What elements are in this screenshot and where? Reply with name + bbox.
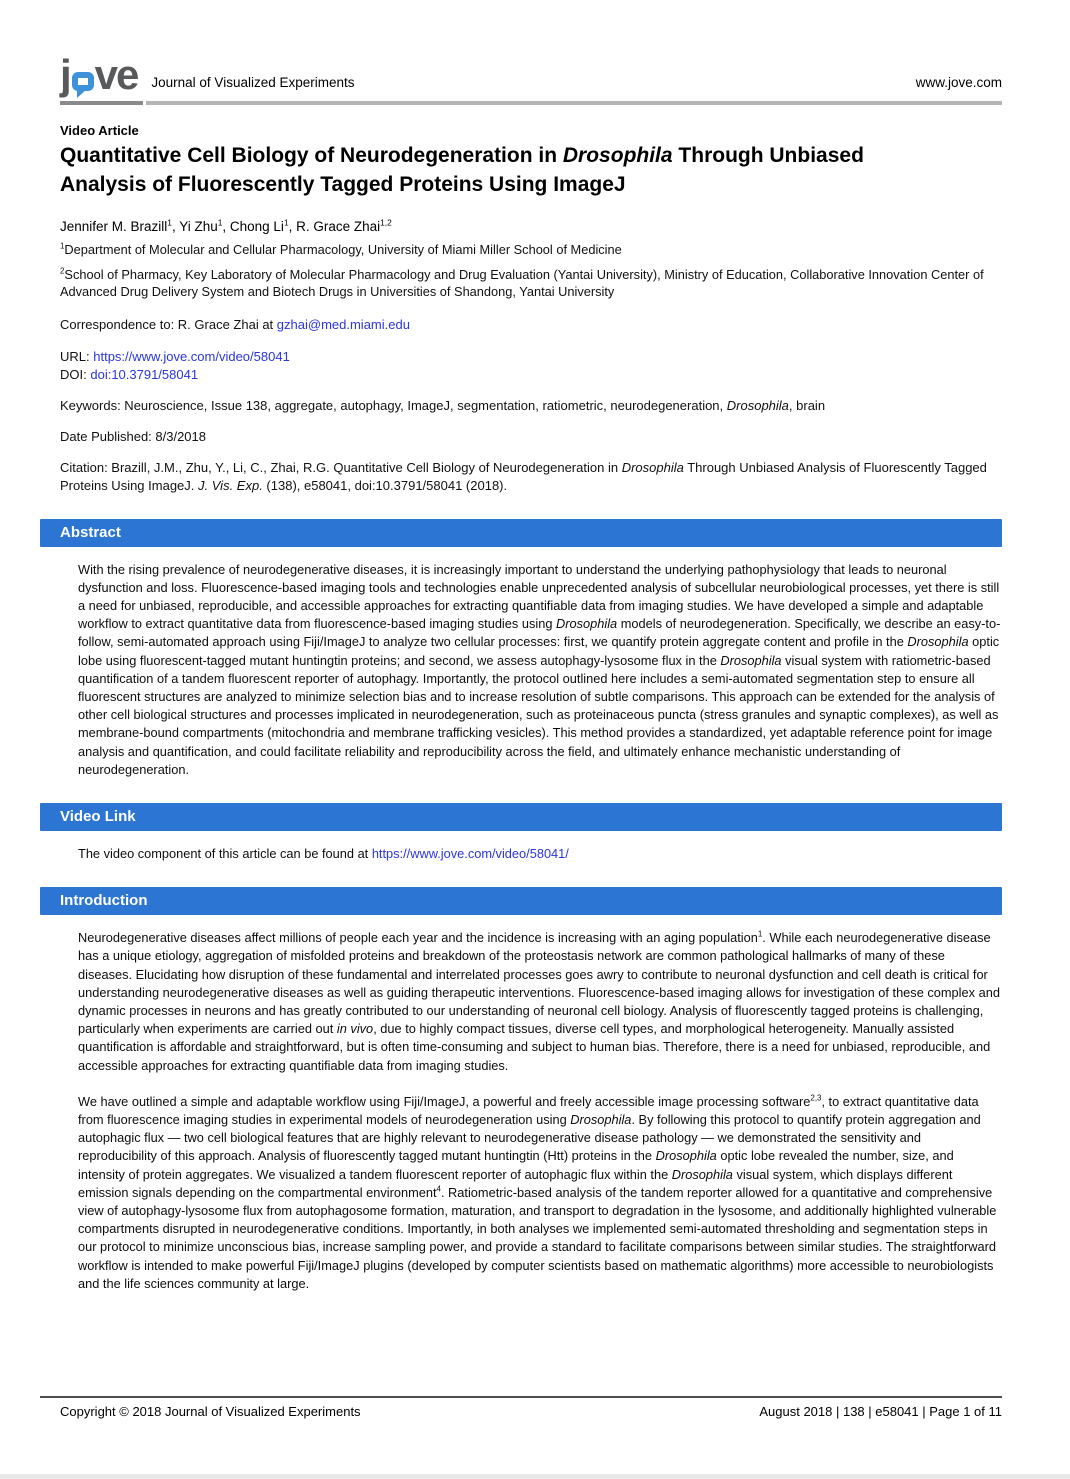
page-footer <box>40 1396 1002 1419</box>
page-header <box>60 51 1002 98</box>
logo-letters-ve: ve <box>94 51 138 98</box>
author-list: Jennifer M. Brazill$^1$, Yi Zhu$^1$, Chong Li$^1$, R. Grace Zhai$^{1,2}$ <box>60 217 392 234</box>
video-link-paragraph <box>78 845 1002 863</box>
footer-row <box>40 1404 1002 1419</box>
journal-website: www.jove.com <box>915 75 1002 90</box>
introduction-paragraph-2: We have outlined a simple and adaptable workflow using Fiji/ImageJ, a powerful and freely accessible image processing software$^{2,3}$, to extract quantitative data from fluorescence imaging studies in experimental models of neurodegeneration using Drosophila. By following this protocol to quantify protein aggregation and autophagic flux — two cell biological features that are highly relevant to neurodegenerative disease pathology — we demonstrated the sensitivity and reproducibility of this approach. Analysis of fluorescently tagged mutant huntingtin (Htt) proteins in the Drosophila optic lobe revealed the number, size, and intensity of protein aggregates. We visualized a tandem fluorescent reporter of autophagic flux within the Drosophila visual system, which displays different emission signals depending on the compartmental environment$^4$. Ratiometric-based analysis of the tandem reporter allowed for a quantitative and comprehensive view of autophagy-lysosome flux from autophagosome formation, maturation, and transport to degradation in the lysosome, and additionally highlighted vulnerable compartments disrupted in neurodegenerative conditions. Importantly, in both analyses we implemented semi-automated thresholding and segmentation steps in our protocol to minimize unconscious bias, increase sampling power, and provide a standard to facilitate comparisons between similar studies. The straightforward workflow is intended to make powerful Fiji/ImageJ plugins (developed by computer scientists based on mathematic algorithms) more accessible to neurobiologists and the life sciences community at large. <box>78 1093 997 1291</box>
video-link-section-header: Video Link <box>40 803 1002 831</box>
logo-letter-j: j <box>60 51 70 98</box>
affiliation-1: $^1$Department of Molecular and Cellular Pharmacology, University of Miami Miller School of Medicine <box>60 241 622 257</box>
article-url-link[interactable]: https://www.jove.com/video/58041 <box>93 348 290 364</box>
footer-copyright: Copyright © 2018 Journal of Visualized Experiments <box>60 1404 361 1419</box>
doi-line <box>60 366 1002 384</box>
introduction-section-header: Introduction <box>40 887 1002 915</box>
article-type-label: Video Article <box>60 123 139 138</box>
header-divider-dark-segment <box>60 101 146 105</box>
doi-label: DOI: <box>60 366 87 382</box>
jove-speech-bubble-icon <box>72 72 94 91</box>
article-meta <box>60 123 1002 495</box>
url-line <box>60 348 1002 366</box>
introduction-section <box>0 887 1070 1293</box>
video-component-link[interactable]: https://www.jove.com/video/58041/ <box>371 845 569 861</box>
video-link-section <box>0 803 1070 863</box>
article-page <box>0 51 1070 1479</box>
header-divider <box>60 101 1002 105</box>
video-link-lead-text: The video component of this article can be found at <box>78 845 369 861</box>
jove-logo <box>60 51 138 98</box>
article-title: Quantitative Cell Biology of Neurodegeneration in Drosophila Through Unbiased Analysis of Fluorescently Tagged Proteins Using ImageJ <box>60 144 864 196</box>
article-links <box>60 348 1002 384</box>
date-published-line: Date Published: 8/3/2018 <box>60 428 206 444</box>
introduction-body <box>78 929 1002 1293</box>
keywords-line: Keywords: Neuroscience, Issue 138, aggregate, autophagy, ImageJ, segmentation, ratiometric, neurodegeneration, Drosophila, brain <box>60 397 826 413</box>
article-doi-link[interactable]: doi:10.3791/58041 <box>90 366 199 382</box>
url-label: URL: <box>60 348 90 364</box>
introduction-paragraph-1: Neurodegenerative diseases affect millions of people each year and the incidence is increasing with an aging population$^1$. While each neurodegenerative disease has a unique etiology, aggregation of misfolded proteins and breakdown of the proteostasis network are common pathological hallmarks of many of these diseases. Elucidating how disruption of these fundamental and interrelated processes goes awry to contribute to neuronal dysfunction and cell death is critical for understanding neurodegenerative diseases as well as guiding therapeutic interventions. Fluorescence-based imaging allows for investigation of these complex and dynamic processes in neurons and has greatly contributed to our understanding of neuronal cell biology. Analysis of fluorescently tagged proteins is challenging, particularly when experiments are carried out in vivo, due to highly compact tissues, diverse cell types, and morphological heterogeneity. Manually assisted quantification is affordable and straightforward, but is often time-consuming and subject to human bias. Therefore, there is a need for unbiased, reproducible, and accessible approaches for extracting quantifiable data from imaging studies. <box>78 929 1000 1073</box>
abstract-paragraph: With the rising prevalence of neurodegenerative diseases, it is increasingly important to understand the underlying pathophysiology that leads to neuronal dysfunction and loss. Fluorescence-based imaging tools and technologies enable unprecedented analysis of subcellular neurobiological processes, yet there is still a need for unbiased, reproducible, and accessible approaches for extracting quantifiable data from imaging studies. We have developed a simple and adaptable workflow to extract quantitative data from fluorescence-based imaging studies using Drosophila models of neurodegeneration. Specifically, we describe an easy-to-follow, semi-automated approach using Fiji/ImageJ to analyze two cellular processes: first, we quantify protein aggregate content and profile in the Drosophila optic lobe using fluorescent-tagged mutant huntingtin proteins; and second, we assess autophagy-lysosome flux in the Drosophila visual system with ratiometric-based quantification of a tandem fluorescent reporter of autophagy. Importantly, the protocol outlined here includes a semi-automated segmentation step to ensure all fluorescent structures are analyzed to minimize selection bias and to increase resolution of subtle comparisons. This approach can be extended for the analysis of other cell biological structures and processes implicated in neurodegeneration, such as proteinaceous puncta (stress granules and synaptic complexes), as well as membrane-bound compartments (mitochondria and membrane trafficking vesicles). This method provides a standardized, yet adaptable reference point for image analysis and quantification, and could facilitate reliability and reproducibility across the field, and ultimately enhance mechanistic understanding of neurodegeneration. <box>78 561 1001 777</box>
footer-issue-info: August 2018 | 138 | e58041 | Page 1 of 11 <box>759 1404 1002 1419</box>
citation-line: Citation: Brazill, J.M., Zhu, Y., Li, C., Zhai, R.G. Quantitative Cell Biology of Neurodegeneration in Drosophila Through Unbiased Analysis of Fluorescently Tagged Proteins Using ImageJ. J. Vis. Exp. (138), e58041, doi:10.3791/58041 (2018). <box>60 459 987 493</box>
video-link-body <box>78 845 1002 863</box>
correspondence-email-link[interactable]: gzhai@med.miami.edu <box>276 316 410 332</box>
correspondence-line <box>60 316 1002 334</box>
affiliation-2: $^2$School of Pharmacy, Key Laboratory of Molecular Pharmacology and Drug Evaluation (Yantai University), Ministry of Education, Collaborative Innovation Center of Advanced Drug Delivery System and Biotech Drugs in Universities of Shandong, Yantai University <box>60 266 984 299</box>
journal-name: Journal of Visualized Experiments <box>151 75 355 90</box>
abstract-section-header: Abstract <box>40 519 1002 547</box>
abstract-body <box>78 561 1002 779</box>
page-bottom-edge <box>0 1474 1070 1479</box>
footer-divider <box>40 1396 1002 1398</box>
correspondence-label: Correspondence to: R. Grace Zhai at <box>60 316 274 332</box>
abstract-section <box>0 519 1070 779</box>
